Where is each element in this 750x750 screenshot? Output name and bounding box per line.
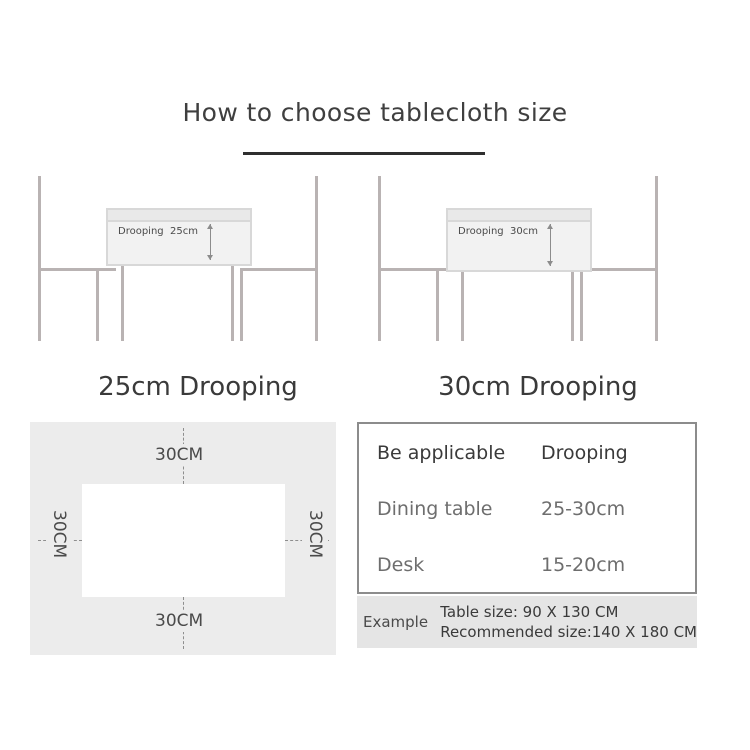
caption-25cm: 25cm Drooping	[98, 372, 298, 402]
example-table-size: Table size: 90 X 130 CM	[440, 603, 619, 621]
drooping-value: 25cm	[170, 226, 198, 237]
drooping-label: Drooping	[458, 226, 504, 237]
row-desk-label: Desk	[377, 553, 425, 576]
example-label: Example	[363, 613, 429, 631]
dim-top: 30CM	[152, 444, 206, 466]
illustration-25cm	[18, 168, 378, 358]
row-dining-table-value: 25-30cm	[541, 497, 626, 520]
chair-leg-d	[580, 268, 583, 341]
applicability-table	[357, 422, 697, 594]
example-recommended-size: Recommended size:140 X 180 CM	[440, 623, 697, 641]
dim-left: 30CM	[46, 509, 72, 559]
example-box	[357, 596, 697, 648]
table-row	[359, 536, 695, 593]
chair-leg-a	[38, 268, 41, 341]
chair-leg-b	[96, 268, 99, 341]
chair-leg-b	[436, 268, 439, 341]
dim-bottom: 30CM	[152, 610, 206, 632]
caption-30cm: 30cm Drooping	[438, 372, 638, 402]
chair-seat-left	[378, 268, 456, 271]
dim-right: 30CM	[302, 509, 328, 559]
drooping-label: Drooping	[118, 226, 164, 237]
chair-leg-c	[315, 268, 318, 341]
drooping-arrow	[550, 224, 551, 266]
table-surface-area	[82, 484, 285, 597]
table-row	[359, 480, 695, 537]
header-drooping: Drooping	[541, 441, 628, 464]
example-values	[440, 603, 697, 641]
row-desk-value: 15-20cm	[541, 553, 626, 576]
chair-seat-left	[38, 268, 116, 271]
row-dining-table-label: Dining table	[377, 497, 493, 520]
title-underline	[243, 152, 485, 155]
header-be-applicable: Be applicable	[377, 441, 506, 464]
chair-leg-a	[378, 268, 381, 341]
chair-leg-c	[655, 268, 658, 341]
drooping-arrow	[210, 224, 211, 260]
drooping-value: 30cm	[510, 226, 538, 237]
page-title: How to choose tablecloth size	[182, 98, 568, 127]
tablecloth-dimension-diagram	[30, 422, 336, 655]
illustration-30cm	[358, 168, 718, 358]
chair-leg-d	[240, 268, 243, 341]
chair-seat-right	[240, 268, 318, 271]
table-header-row	[359, 424, 695, 481]
